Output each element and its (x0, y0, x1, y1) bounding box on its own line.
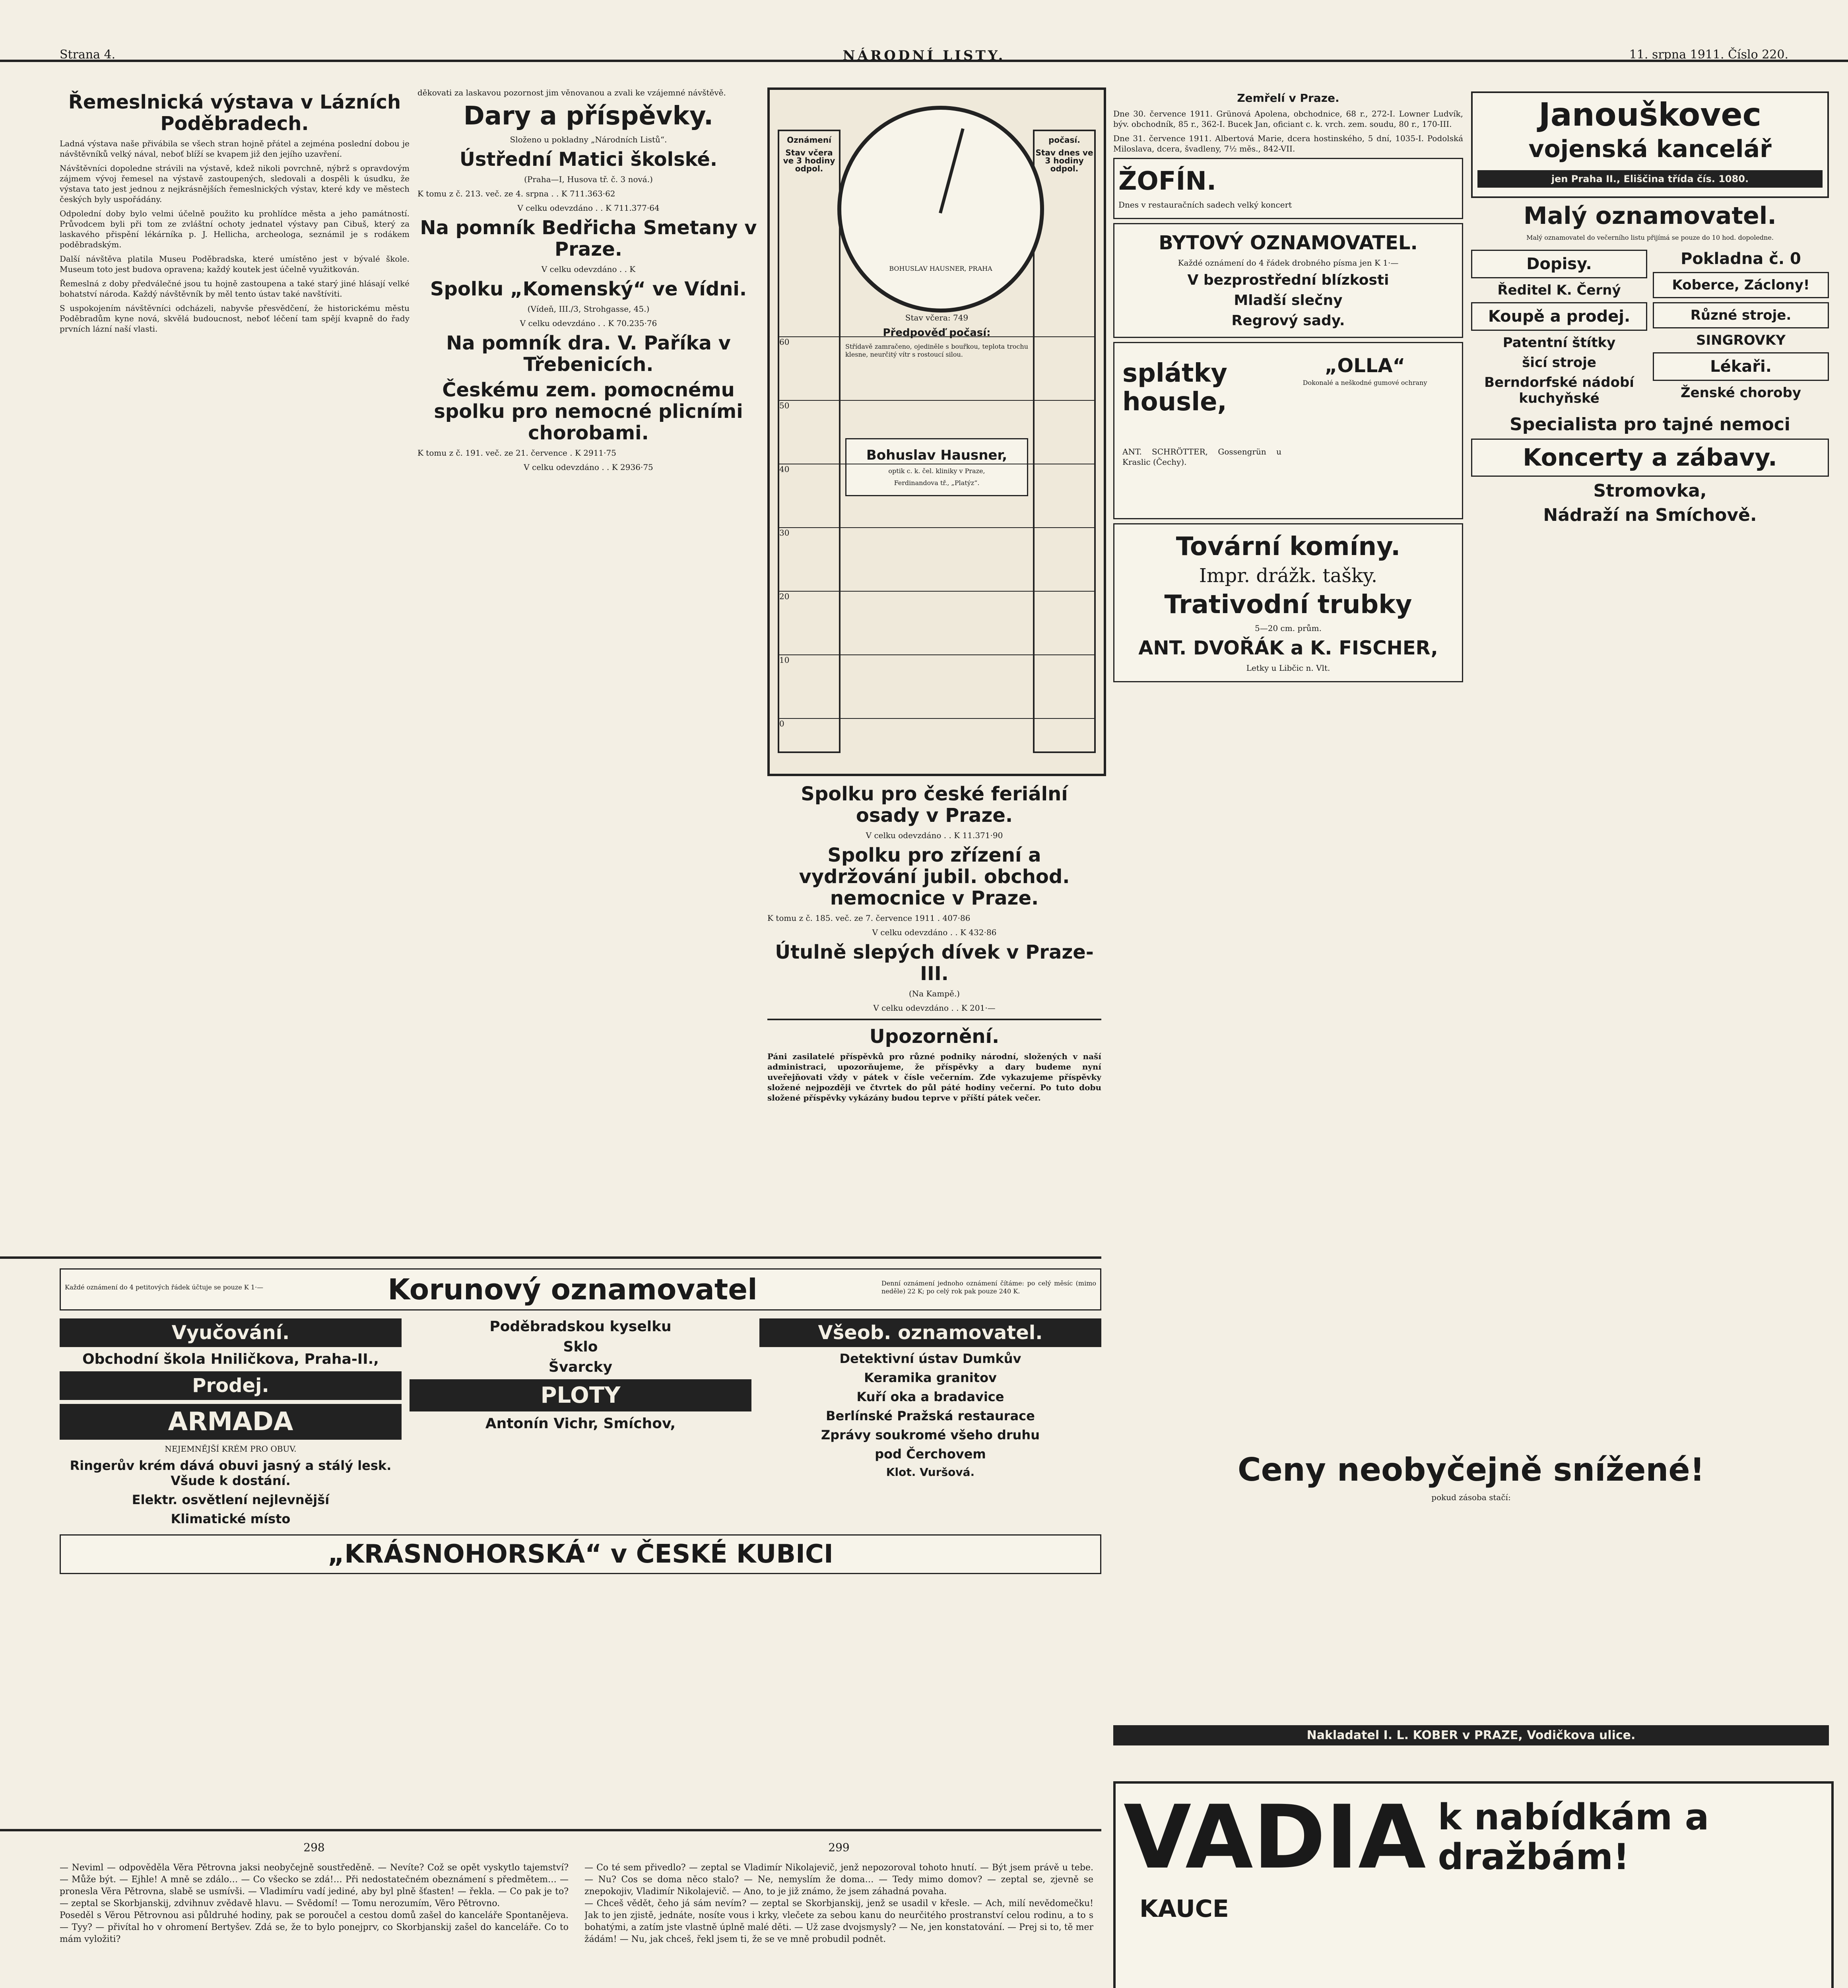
page-number: Strana 4. (60, 48, 116, 62)
fences-band: PLOTY (410, 1379, 751, 1411)
fund-title: Ústřední Matici školské. (459, 148, 718, 171)
weather-barometer-ad (767, 87, 1106, 776)
fund-total: K tomu z č. 185. več. ze 7. července 1911 . 407·86 (767, 913, 971, 923)
ad-heading: Poděbradskou kyselku (489, 1318, 672, 1335)
forecast-title: Předpověď počasí: (883, 327, 991, 339)
violin-title: splátky housle, (1122, 359, 1227, 417)
publisher-band: Nakladatel I. L. KOBER v PRAZE, Vodičkova ulice. (1113, 1725, 1829, 1745)
deaths-title: Zemřelí v Praze. (1237, 91, 1339, 105)
zofin-title: ŽOFÍN. (1118, 167, 1217, 196)
deaths-text: Dne 31. července 1911. Albertová Marie, dcera hostinského, 5 dní, 1035-I. Podolská Miloslava, dcera, švadleny, 7½ měs., 842-VII. (1113, 134, 1463, 153)
article-paragraph: Řemeslná z doby předválečné jsou tu hojně zastoupena a také starý jiné hlásají velké bohatství národa. Každý návštěvník by měl tento ústav také navštíviti. (60, 279, 410, 299)
small-ads-subtitle: Malý oznamovatel do večerního listu přijímá se pouze do 10 hod. dopoledne. (1526, 234, 1774, 241)
tiles-title: Impr. drážk. tašky. (1199, 565, 1378, 587)
classified-ads (60, 1264, 1101, 1821)
fund-title: Na pomník Bedřicha Smetany v Praze. (420, 217, 757, 260)
fund-subtitle: (Praha—I, Husova tř. č. 3 nová.) (524, 175, 653, 184)
ad-heading: Švarcky (548, 1359, 613, 1375)
fund-sum: V celku odevzdáno . . K 70.235·76 (520, 318, 657, 328)
ad-heading: Detektivní ústav Dumkův (839, 1351, 1021, 1366)
serial-text: — Chceš vědět, čeho já sám nevím? — zeptal se Skorbjanskij, jenž se usadil v křesle. — Ach, milí nevědomečku! Jak to jen zjistě, jednáte, nosíte vous i krky, vlečete za sebou kanu do neurčitého prostranství celou rodinu, a to s bohatými, a zatím jste vlastně úplně malé děti. — Už zase dvojsmysly? — Ne, jen konstatování. — Prej si to, tě mer žádám! — Nu, jak chceš, řekl jsem ti, že se ve mně probudil podnět. (584, 1899, 1093, 1944)
small-ads-title: Malý oznamovatel. (1523, 202, 1777, 230)
vadia-title: VADIA (1124, 1786, 1426, 1888)
ad-heading: Sklo (563, 1339, 598, 1355)
barometer-dial-text: BOHUSLAV HAUSNER, PRAHA (889, 265, 992, 272)
article-continuation: děkovati za laskavou pozornost jim věnovanou a zvali ke vzájemné návštěvě. (417, 88, 726, 97)
fund-sum: V celku odevzdáno . . K 11.371·90 (866, 831, 1003, 840)
serial-left (60, 1837, 569, 1988)
fund-subtitle: (Vídeň, III./3, Strohgasse, 45.) (527, 304, 650, 314)
ad-heading: Klimatické místo (171, 1511, 291, 1526)
serial-text: Poseděl s Věrou Pětrovnou asi půldruhé hodiny, pak se poroučel a cestou domů zašel do kanceláře Spontanějeva. — Tyy? — přivítal ho v ohromení Bertyšev. Zdá se, že to bylo ponejprv, co Skorbjanskij zašel do kanceláře. Co to mám vyložiti? (60, 1910, 569, 1944)
serial-page-number: 298 (303, 1841, 325, 1854)
prices-ad (1113, 1447, 1829, 1773)
fund-title: Českému zem. pomocnému spolku pro nemocné plicními chorobami. (434, 379, 743, 444)
olla-title: „OLLA“ (1324, 355, 1405, 377)
fund-subtitle: (Na Kampě.) (908, 989, 960, 998)
krasnohorska-banner: „KRÁSNOHORSKÁ“ v ČESKÉ KUBICI (60, 1534, 1101, 1574)
article-paragraph: Ladná výstava naše přivábila se všech stran hojně přátel a zejména poslední dobou je návštěvníků velký nával, neboť blíží se kvapem již den jejího uzavření. (60, 139, 410, 159)
ad-heading: Nádraží na Smíchově. (1543, 505, 1757, 525)
ad-heading: Obchodní škola Hniličkova, Praha-II., (82, 1351, 379, 1367)
concerts-title: Koncerty a zábavy. (1471, 439, 1829, 477)
ad-heading: Berlínské Pražská restaurace (826, 1408, 1035, 1423)
vadia-ad (1113, 1781, 1834, 1988)
barometer-left-note: Stav včera ve 3 hodiny odpol. (783, 148, 835, 173)
zofin-subtitle: Dnes v restauračních sadech velký koncert (1118, 200, 1292, 210)
column-1 (60, 87, 410, 1256)
section-title: Dary a příspěvky. (463, 101, 714, 131)
serial-right (584, 1837, 1093, 1988)
page-header (0, 0, 1848, 62)
article-paragraph: Další návštěva platila Museu Poděbradska, které umístěno jest v bývalé škole. Museum toto jest budova opravena; každý koutek jest účelně využitkován. (60, 254, 410, 274)
general-band: Všeob. oznamovatel. (759, 1318, 1101, 1347)
ad-heading: Antonín Vichr, Smíchov, (485, 1415, 676, 1432)
ad-heading: Ředitel K. Černý (1497, 282, 1621, 298)
education-band: Vyučování. (60, 1318, 402, 1347)
ad-heading: šicí stroje (1522, 355, 1596, 371)
ad-heading: Zprávy soukromé všeho druhu (821, 1427, 1040, 1442)
chimney-title: Tovární komíny. (1176, 532, 1401, 561)
article-paragraph: Odpolední doby bylo velmi účelně použito ku prohlídce města a jeho památností. Průvodcem byli při tom ze zvláštní ochoty jednatel výstavy pan Cibuš, který za laskavého přispění lékárníka p. J. Hellicha, archeologa, seznámil je s rodákem poděbradským. (60, 209, 410, 249)
ad-heading: Koberce, Záclony! (1653, 272, 1829, 298)
pipes-subtitle: 5—20 cm. prům. (1255, 623, 1322, 633)
column-3 (767, 779, 1101, 1256)
maker-name: Bohuslav Hausner, (866, 447, 1007, 463)
fund-sum: V celku odevzdáno . . K 2936·75 (524, 462, 653, 472)
barometer-reading: Stav včera: 749 (905, 313, 969, 322)
barometer-right-label: počasí. (1048, 135, 1080, 145)
barometer-needle (939, 128, 965, 214)
barometer-left-label: Oznámení (787, 135, 831, 145)
scale-tick: 20 (779, 591, 1094, 601)
olla-subtitle: Dokonalé a neškodné gumové ochrany (1303, 379, 1427, 386)
serial-text: — Co té sem přivedlo? — zeptal se Vladimír Nikolajevič, jenž nepozoroval tohoto hnutí. — Být jsem právě u tebe. — Nu? Cos se doma něco stalo? — Ne, nemyslím že doma… — Tedy mimo domov? — zeptal se, zjevně se znepokojiv, Vladimír Nikolajevič. — Ano, to je již známo, že jsem záhadná povaha. (584, 1863, 1093, 1897)
kauce-title: KAUCE (1139, 1895, 1229, 1923)
ad-heading: Ringerův krém dává obuvi jasný a stálý lesk. Všude k dostání. (70, 1458, 392, 1488)
ad-heading: Berndorfské nádobí kuchyňské (1484, 375, 1634, 406)
prices-subtitle: pokud zásoba stačí: (1431, 1493, 1511, 1502)
ad-heading: Pokladna č. 0 (1681, 250, 1801, 268)
scale-tick: 60 (779, 336, 1094, 347)
barometer-scale (779, 336, 1094, 734)
scale-tick: 30 (779, 527, 1094, 538)
section-subtitle: Složeno u pokladny „Národních Listů“. (510, 135, 667, 144)
fund-sum: V celku odevzdáno . . K 432·86 (872, 928, 997, 937)
deaths-text: Dne 30. července 1911. Grünová Apolena, obchodnice, 68 r., 272-I. Lowner Ludvík, býv. obchodník, 85 r., 362-I. Bucek Jan, oficiant c. k. vrch. zem. soudu, 80 r., 170-III. (1113, 109, 1463, 129)
housing-item: Regrový sady. (1231, 313, 1345, 329)
fund-total: K tomu z č. 213. več. ze 4. srpna . . K 711.363·62 (417, 189, 615, 198)
forecast-text: Střídavě zamračeno, ojediněle s bouřkou, teplota trochu klesne, neurčitý vítr s rostoucí silou. (845, 343, 1028, 358)
fund-total: K tomu z č. 191. več. ze 21. července . K 2911·75 (417, 448, 616, 458)
company-name: ANT. DVOŘÁK a K. FISCHER, (1138, 637, 1438, 659)
ad-heading: Ženské choroby (1680, 385, 1801, 401)
ad-heading: Koupě a prodej. (1471, 302, 1647, 331)
fund-title: Útulně slepých dívek v Praze-III. (775, 941, 1094, 985)
ad-heading: Klot. Vuršová. (886, 1466, 975, 1479)
ad-heading: Patentní štítky (1502, 335, 1616, 351)
fund-sum: V celku odevzdáno . . K 201·— (873, 1003, 996, 1013)
housing-ads (1113, 223, 1463, 338)
maker-subtitle: optik c. k. čel. kliniky v Praze, (888, 467, 985, 475)
column-2 (417, 87, 759, 1256)
janouskovec-ad (1471, 91, 1829, 198)
fund-title: Spolku „Komenský“ ve Vídni. (430, 278, 747, 300)
pipes-title: Trativodní trubky (1164, 590, 1412, 619)
barometer-dial (837, 106, 1044, 313)
korunovy-banner (60, 1268, 1101, 1310)
military-office: vojenská kancelář (1528, 135, 1772, 163)
ad-heading: Elektr. osvětlení nejlevnější (132, 1492, 330, 1507)
violin-ad (1113, 342, 1463, 519)
ad-heading: Stromovka, (1593, 481, 1707, 501)
serial-text: — Neviml — odpověděla Věra Pětrovna jaksi neobyčejně soustředěně. — Nevíte? Což se opět vyskytlo tajemství? — Může být. — Ejhle! A mně se zdálo… — Co všecko se zdá!… Při nedostatečném obeznámení s předmětem… — pronesla Věra Pětrovna, slabě se usmívši. — Vladimíru vadí jediné, aby byl plně šťasten! — řekla. — Co pak je to? — zeptal se Skorbjanskij, zdvihnuv zvědavě hlavu. — Svědomí! — Tomu nerozumím, Věro Pětrovno. (60, 1863, 569, 1908)
notice-title: Upozornění. (869, 1025, 1000, 1048)
housing-subtitle: Každé oznámení do 4 řádek drobného písma jen K 1·— (1178, 258, 1399, 268)
fund-title: Spolku pro české feriální osady v Praze. (801, 783, 1068, 827)
chimney-ad (1113, 523, 1463, 682)
scale-tick: 50 (779, 400, 1094, 410)
ad-heading: SINGROVKY (1696, 332, 1786, 348)
fund-sum: V celku odevzdáno . . K (541, 264, 636, 274)
article-title: Řemeslnická výstava v Lázních Poděbradech. (68, 91, 401, 135)
column-4 (1113, 87, 1463, 1439)
barometer-right-note: Stav dnes ve 3 hodiny odpol. (1035, 148, 1093, 173)
korunovy-right: Denní oznámení jednoho oznámení čítáme: po celý měsíc (mimo neděle) 22 K; po celý rok pak pouze 240 K. (881, 1279, 1096, 1295)
company-location: Letky u Libčic n. Vlt. (1246, 663, 1330, 673)
fund-sum: V celku odevzdáno . . K 711.377·64 (517, 203, 660, 213)
notice-text: Páni zasilatelé příspěvků pro různé podniky národní, složených v naší administraci, upozorňujeme, že příspěvky a dary budeme nyní uveřejňovati vždy v pátek v čísle večerním. Zde vykazujeme příspěvky složené nejpozději ve čtvrtek do půl páté hodiny večerní. Po tuto dobu složené příspěvky vykázány budou teprve v příští pátek večer. (767, 1052, 1101, 1103)
scale-tick: 40 (779, 464, 1094, 474)
maker-address: Ferdinandova tř., „Platýz“. (894, 479, 980, 487)
scale-tick: 0 (779, 718, 1094, 728)
article-paragraph: S uspokojením návštěvníci odcházeli, nabyvše přesvědčení, že historickému městu Poděbradům kyne nová, skvělá budoucnost, neboť léčení tam spějí kvapně do řady prvních lázní naší vlasti. (60, 303, 410, 334)
housing-title: BYTOVÝ OZNAMOVATEL. (1159, 232, 1418, 254)
violin-maker: ANT. SCHRÖTTER, Gossengrün u Kraslic (Čechy). (1122, 447, 1281, 467)
fund-title: Spolku pro zřízení a vydržování jubil. obchod. nemocnice v Praze. (799, 844, 1070, 909)
housing-item: V bezprostřední blízkosti (1187, 272, 1389, 288)
military-address: jen Praha II., Eliščina třída čís. 1080. (1477, 170, 1823, 188)
ad-heading: Keramika granitov (864, 1370, 997, 1385)
serial-page-number: 299 (828, 1841, 850, 1854)
prices-title: Ceny neobyčejně snížené! (1237, 1451, 1705, 1488)
masthead: NÁRODNÍ LISTY. (842, 48, 1006, 64)
korunovy-left: Každé oznámení do 4 petitových řádek účtuje se pouze K 1·— (65, 1283, 264, 1291)
janouskovec-title: Janouškovec (1538, 96, 1762, 133)
ad-heading: pod Čerchovem (875, 1446, 986, 1462)
ad-heading: Specialista pro tajné nemoci (1510, 414, 1790, 435)
ad-heading: Lékaři. (1653, 352, 1829, 381)
ad-heading: Různé stroje. (1653, 302, 1829, 328)
ad-heading: Kuří oka a bradavice (856, 1389, 1004, 1404)
armada-title: ARMADA (60, 1404, 402, 1440)
korunovy-title: Korunový oznamovatel (388, 1273, 757, 1306)
sale-band: Prodej. (60, 1371, 402, 1400)
issue-date: 11. srpna 1911. Číslo 220. (1629, 48, 1788, 62)
ad-heading: Dopisy. (1471, 250, 1647, 278)
scale-tick: 10 (779, 654, 1094, 665)
armada-subtitle: NEJEMNĚJŠÍ KRÉM PRO OBUV. (165, 1444, 297, 1454)
zofin-ad (1113, 158, 1463, 219)
fund-title: Na pomník dra. V. Paříka v Třebenicích. (446, 332, 731, 376)
vadia-subtitle: k nabídkám a dražbám! (1438, 1796, 1709, 1878)
housing-item: Mladší slečny (1234, 292, 1343, 309)
article-paragraph: Návštěvníci dopoledne strávili na výstavě, kdež nikoli povrchně, nýbrž s opravdovým zájmem vývoj řemesel na výstavě zastoupených, sledovali a dospěli k úsudku, že výstava tato jest jednou z nejkrásnějších řemeslnických výstav, které kdy ve městech českých byly uspořádány. (60, 163, 410, 204)
